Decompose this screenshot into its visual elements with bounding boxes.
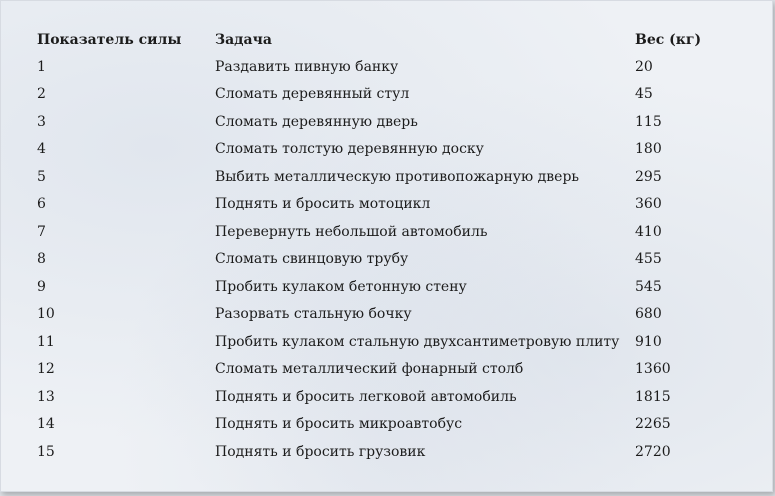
cell-task: Перевернуть небольшой автомобиль <box>215 223 488 240</box>
cell-weight: 2720 <box>635 443 671 460</box>
cell-task: Сломать деревянный стул <box>215 86 410 103</box>
table-row <box>37 136 735 164</box>
cell-task: Сломать свинцовую трубу <box>215 251 409 268</box>
table-row <box>37 411 735 439</box>
cell-task: Сломать толстую деревянную доску <box>215 141 484 158</box>
cell-weight: 20 <box>635 58 653 75</box>
cell-strength: 4 <box>37 141 46 158</box>
cell-weight: 1815 <box>635 388 671 405</box>
cell-strength: 12 <box>37 361 55 378</box>
table-row <box>37 383 735 411</box>
cell-task: Поднять и бросить легковой автомобиль <box>215 388 517 405</box>
cell-task: Выбить металлическую противопожарную дверь <box>215 168 580 185</box>
cell-strength: 15 <box>37 443 55 460</box>
strength-table <box>37 27 735 466</box>
table-row <box>37 108 735 136</box>
table-header-row <box>37 27 735 53</box>
cell-task: Поднять и бросить мотоцикл <box>215 196 431 213</box>
header-task: Задача <box>215 32 272 48</box>
cell-strength: 9 <box>37 278 46 295</box>
cell-task: Раздавить пивную банку <box>215 58 399 75</box>
cell-weight: 455 <box>635 251 662 268</box>
header-weight: Вес (кг) <box>635 32 702 48</box>
cell-weight: 115 <box>635 113 662 130</box>
table-row <box>37 438 735 466</box>
table-row <box>37 163 735 191</box>
table-row <box>37 273 735 301</box>
cell-strength: 2 <box>37 86 46 103</box>
cell-strength: 11 <box>37 333 55 350</box>
table-row <box>37 218 735 246</box>
cell-weight: 545 <box>635 278 662 295</box>
cell-strength: 1 <box>37 58 46 75</box>
cell-task: Разорвать стальную бочку <box>215 306 412 323</box>
cell-weight: 360 <box>635 196 662 213</box>
table-row <box>37 301 735 329</box>
cell-task: Поднять и бросить микроавтобус <box>215 416 463 433</box>
cell-strength: 8 <box>37 251 46 268</box>
cell-strength: 6 <box>37 196 46 213</box>
cell-strength: 10 <box>37 306 55 323</box>
cell-weight: 45 <box>635 86 653 103</box>
table-row <box>37 246 735 274</box>
cell-task: Пробить кулаком стальную двухсантиметровую плиту <box>215 333 620 350</box>
cell-weight: 1360 <box>635 361 671 378</box>
cell-weight: 680 <box>635 306 662 323</box>
table-row <box>37 53 735 81</box>
cell-strength: 13 <box>37 388 55 405</box>
table-row <box>37 328 735 356</box>
cell-weight: 180 <box>635 141 662 158</box>
cell-weight: 2265 <box>635 416 671 433</box>
cell-weight: 410 <box>635 223 662 240</box>
cell-strength: 5 <box>37 168 46 185</box>
cell-weight: 295 <box>635 168 662 185</box>
cell-strength: 7 <box>37 223 46 240</box>
cell-task: Пробить кулаком бетонную стену <box>215 278 467 295</box>
cell-task: Сломать металлический фонарный столб <box>215 361 524 378</box>
header-strength: Показатель силы <box>37 32 182 48</box>
cell-strength: 14 <box>37 416 55 433</box>
table-row <box>37 356 735 384</box>
table-row <box>37 191 735 219</box>
cell-task: Поднять и бросить грузовик <box>215 443 426 460</box>
cell-weight: 910 <box>635 333 662 350</box>
table-row <box>37 81 735 109</box>
cell-task: Сломать деревянную дверь <box>215 113 418 130</box>
cell-strength: 3 <box>37 113 46 130</box>
